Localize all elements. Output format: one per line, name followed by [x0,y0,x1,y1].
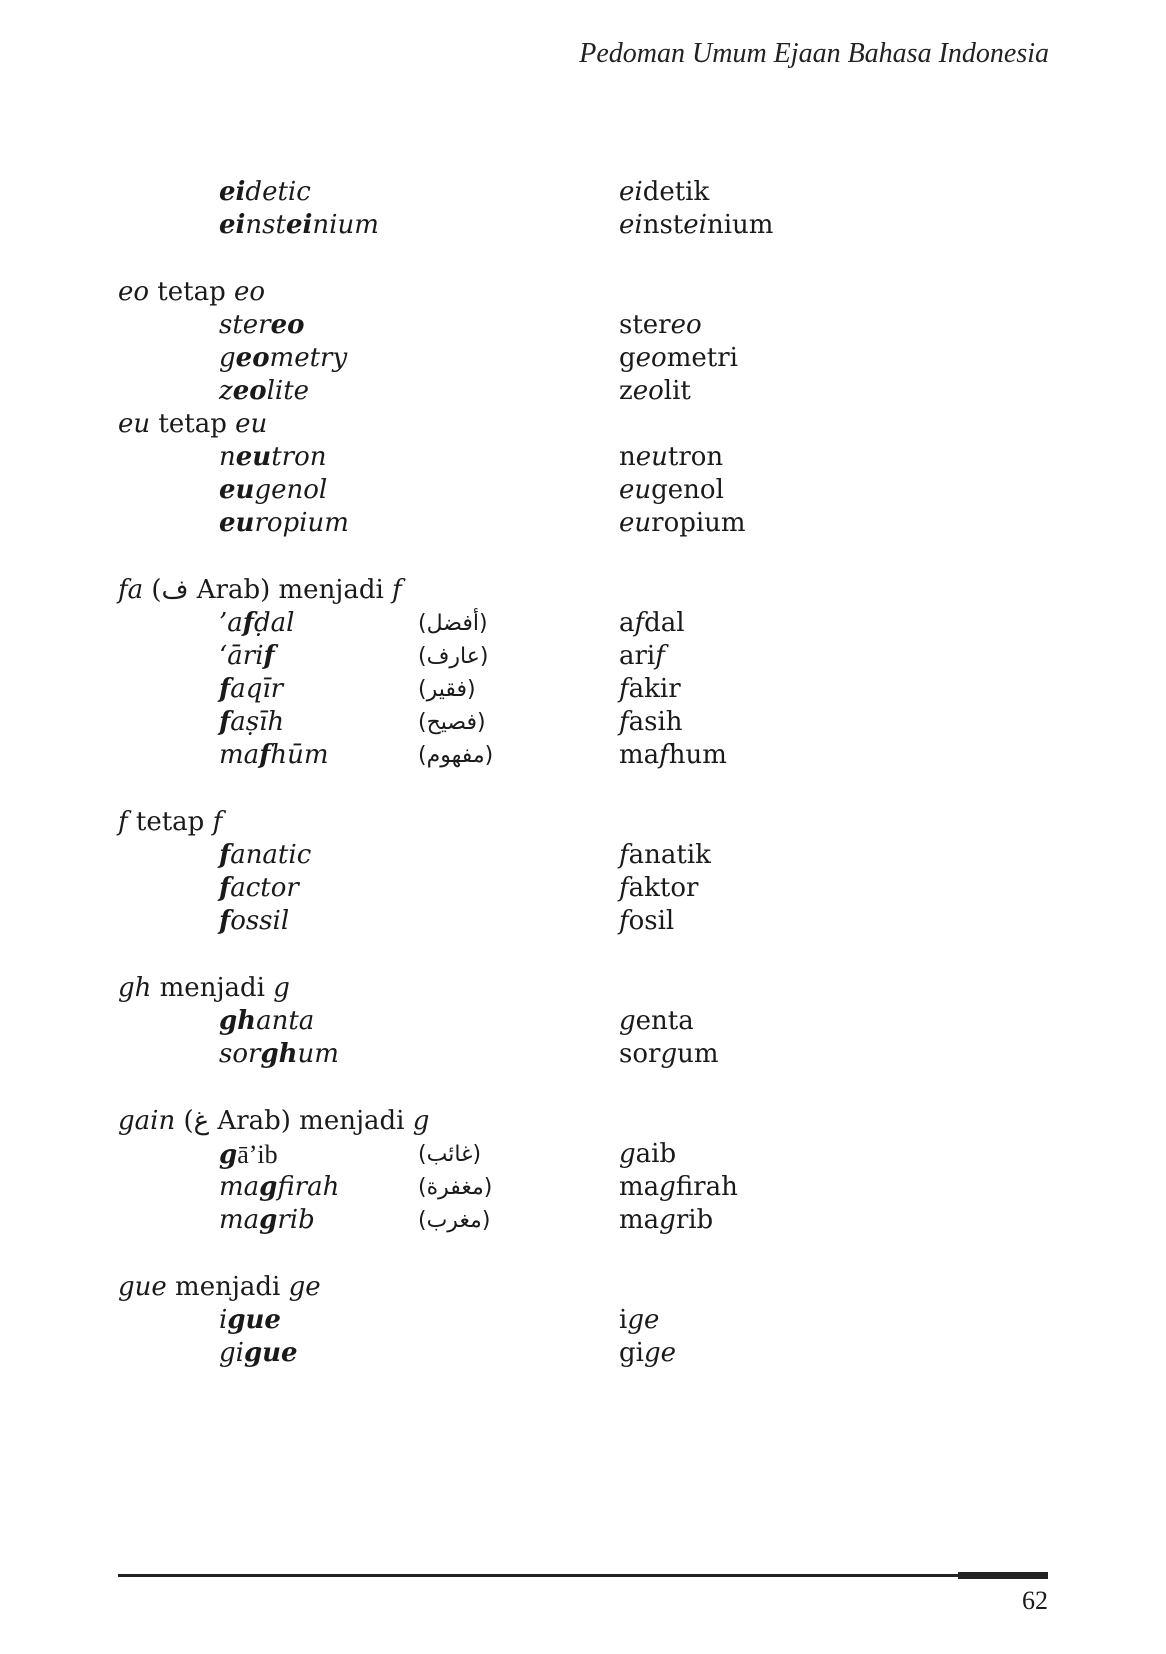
entry-row [0,1005,1166,1038]
target-run: g [619,1139,636,1169]
heading-run: eo [234,277,266,307]
source-run: ei [219,177,246,207]
target-run: nst [642,210,684,240]
target-run: f [655,641,665,671]
indonesian-word [619,739,727,772]
target-run: aib [635,1139,677,1169]
source-word [219,375,309,408]
source-word [219,1304,281,1337]
heading-text [118,806,222,839]
target-run: g [660,1039,678,1069]
arabic-script: (غائب) [418,1142,482,1167]
target-run: eo [635,343,667,373]
source-run: g [219,1140,238,1170]
source-word [219,474,327,507]
running-header: Pedoman Umum Ejaan Bahasa Indonesia [579,38,1049,69]
indonesian-word [619,474,724,507]
entry-row [0,1038,1166,1071]
entry-row [0,1204,1166,1237]
indonesian-word [619,507,746,540]
indonesian-word [619,209,773,242]
source-run: sor [219,1039,261,1069]
heading-run: g [412,1106,430,1136]
heading-run: tetap [149,277,235,307]
source-run: ‘āri [219,641,264,671]
entry-row [0,839,1166,872]
source-run: g [259,1172,278,1202]
source-word [219,342,347,375]
source-word [219,507,349,540]
source-run: anta [256,1006,315,1036]
entry-row [0,706,1166,739]
source-run: ḍal [253,608,295,638]
source-run: ā’ib [237,1140,278,1169]
target-run: eo [632,376,664,406]
entry-row [0,640,1166,673]
source-run: ei [285,210,313,240]
target-run: ei [619,177,643,207]
source-run: ma [219,1205,260,1235]
page-number: 62 [1022,1586,1048,1615]
footer-rule [118,1574,1048,1577]
target-run: g [619,343,636,373]
target-run: tron [667,442,724,472]
entry-row [0,342,1166,375]
entry-row [0,1304,1166,1337]
source-word [219,607,294,640]
heading-run: f [212,807,223,837]
target-run: eu [635,442,668,472]
indonesian-word [619,1304,659,1337]
entry-row [0,872,1166,905]
indonesian-word [619,342,738,375]
target-run: g [659,1172,676,1202]
source-run: gue [243,1338,298,1368]
source-run: eu [219,475,255,505]
section-heading [0,574,1166,607]
source-word [219,872,299,905]
source-word [219,209,379,242]
target-run: i [619,1305,628,1335]
indonesian-word [619,839,711,872]
heading-run: gh [118,973,152,1003]
section-heading [0,1271,1166,1304]
indonesian-word [619,872,698,905]
entry-row [0,474,1166,507]
target-run: ma [619,1205,660,1235]
heading-text [118,276,265,309]
source-word [219,1337,298,1370]
indonesian-word [619,1171,738,1204]
arabic-script: (فصيح) [418,710,486,735]
target-run: f [619,674,629,704]
target-run: f [619,906,629,936]
heading-run: tetap [127,807,213,837]
target-run: ster [619,310,671,340]
indonesian-word [619,640,665,673]
source-run: lite [266,376,310,406]
target-run: rib [675,1205,714,1235]
source-run: gh [260,1039,298,1069]
source-run: aṣīh [230,707,285,737]
source-word [219,839,311,872]
source-run: genol [254,475,328,505]
indonesian-word [619,1038,719,1071]
target-run: ma [619,740,660,770]
entry-row [0,176,1166,209]
heading-run: (غ Arab) menjadi [175,1106,413,1136]
source-word [219,1204,315,1237]
source-word [219,1038,339,1071]
source-run: firah [277,1172,340,1202]
source-run: nium [312,210,379,240]
entry-row [0,1171,1166,1204]
entry-row [0,507,1166,540]
target-run: metri [666,343,738,373]
source-run: g [259,1205,278,1235]
source-run: f [259,740,271,770]
source-run: tron [271,442,327,472]
heading-text [118,972,290,1005]
source-run: gi [219,1338,244,1368]
entry-row [0,905,1166,938]
footer-rule-accent [958,1572,1048,1579]
source-run: ’a [219,608,243,638]
indonesian-word [619,441,723,474]
heading-run: fa [118,575,144,605]
source-run: anatic [230,840,312,870]
target-run: enta [635,1006,694,1036]
target-run: ei [619,210,643,240]
entry-row [0,1138,1166,1171]
indonesian-word [619,1005,694,1038]
target-run: f [619,840,629,870]
section-heading [0,806,1166,839]
heading-run: f [392,575,402,605]
source-run: f [219,674,231,704]
heading-text [118,574,402,607]
arabic-script: (مغرب) [418,1208,491,1233]
indonesian-word [619,1204,713,1237]
source-run: hūm [270,740,329,770]
target-run: eu [619,475,652,505]
source-run: gue [227,1305,281,1335]
target-run: f [634,608,645,638]
target-run: dal [644,608,685,638]
target-run: aktor [628,873,699,903]
indonesian-word [619,673,681,706]
source-run: detic [245,177,311,207]
source-word [219,1138,278,1172]
heading-run: g [273,973,290,1003]
source-run: ei [219,210,246,240]
source-run: f [219,707,231,737]
target-run: detik [642,177,710,207]
heading-run: (ف Arab) menjadi [143,575,393,605]
indonesian-word [619,1138,676,1171]
source-run: metry [269,343,348,373]
source-word [219,673,283,706]
target-run: ei [683,210,707,240]
entry-row [0,607,1166,640]
indonesian-word [619,706,683,739]
source-run: eo [232,376,267,406]
indonesian-word [619,607,685,640]
source-run: um [297,1039,339,1069]
heading-run: tetap [150,409,236,439]
arabic-script: (مغفرة) [418,1175,493,1200]
arabic-script: (عارف) [418,644,489,669]
arabic-script: (أفضل) [418,611,488,636]
heading-run: eo [118,277,150,307]
target-run: asih [628,707,683,737]
source-run: f [242,608,254,638]
entry-row [0,309,1166,342]
source-run: ma [219,1172,260,1202]
section-heading [0,1105,1166,1138]
target-run: eu [619,508,652,538]
source-run: aqīr [230,674,284,704]
target-run: akir [628,674,681,704]
source-run: f [219,840,231,870]
source-run: actor [230,873,299,903]
source-word [219,309,305,342]
heading-run: gain [118,1106,176,1136]
source-word [219,1171,339,1204]
heading-text [118,408,267,441]
target-run: ge [627,1305,660,1335]
target-run: eo [670,310,702,340]
target-run: f [619,707,629,737]
entry-row [0,441,1166,474]
target-run: ari [619,641,656,671]
indonesian-word [619,176,709,209]
source-word [219,739,329,772]
target-run: firah [675,1172,738,1202]
source-run: n [219,442,236,472]
target-run: f [659,740,669,770]
target-run: n [619,442,636,472]
target-run: hum [668,740,727,770]
section-heading [0,276,1166,309]
source-word [219,1005,314,1038]
source-word [219,441,326,474]
indonesian-word [619,375,691,408]
entry-row [0,1337,1166,1370]
source-run: g [219,343,236,373]
entry-row [0,739,1166,772]
target-run: z [619,376,633,406]
target-run: g [659,1205,676,1235]
target-run: um [677,1039,719,1069]
heading-run: menjadi [166,1272,289,1302]
source-run: nst [245,210,286,240]
heading-text [118,1271,321,1304]
heading-run: eu [118,409,151,439]
target-run: lit [663,376,691,406]
section-heading [0,408,1166,441]
entry-row [0,673,1166,706]
target-run: nium [706,210,774,240]
heading-run: f [118,807,128,837]
arabic-script: (فقير) [418,677,476,702]
source-word [219,905,289,938]
source-run: ropium [254,508,349,538]
source-run: i [219,1305,228,1335]
arabic-script: (مفهوم) [418,743,494,768]
target-run: ma [619,1172,660,1202]
source-run: z [219,376,233,406]
target-run: a [619,608,635,638]
entry-row [0,209,1166,242]
section-heading [0,972,1166,1005]
target-run: ropium [651,508,746,538]
target-run: gi [619,1338,644,1368]
target-run: g [619,1006,636,1036]
source-run: f [219,873,231,903]
indonesian-word [619,905,674,938]
heading-run: gue [118,1272,167,1302]
source-run: eo [235,343,270,373]
source-run: eu [235,442,272,472]
source-run: eo [270,310,305,340]
source-run: gh [219,1006,257,1036]
heading-run: ge [288,1272,321,1302]
source-run: ma [219,740,260,770]
target-run: ge [643,1338,676,1368]
target-run: anatik [628,840,711,870]
source-run: ossil [230,906,290,936]
entry-row [0,375,1166,408]
heading-text [118,1105,429,1138]
source-run: f [219,906,231,936]
source-word [219,706,284,739]
target-run: osil [628,906,675,936]
source-word [219,176,311,209]
source-run: rib [277,1205,315,1235]
indonesian-word [619,309,702,342]
target-run: genol [651,475,724,505]
source-run: f [263,641,275,671]
source-run: eu [219,508,255,538]
source-word [219,640,275,673]
indonesian-word [619,1337,676,1370]
target-run: sor [619,1039,661,1069]
target-run: f [619,873,629,903]
heading-run: eu [235,409,268,439]
heading-run: menjadi [151,973,274,1003]
source-run: ster [219,310,271,340]
